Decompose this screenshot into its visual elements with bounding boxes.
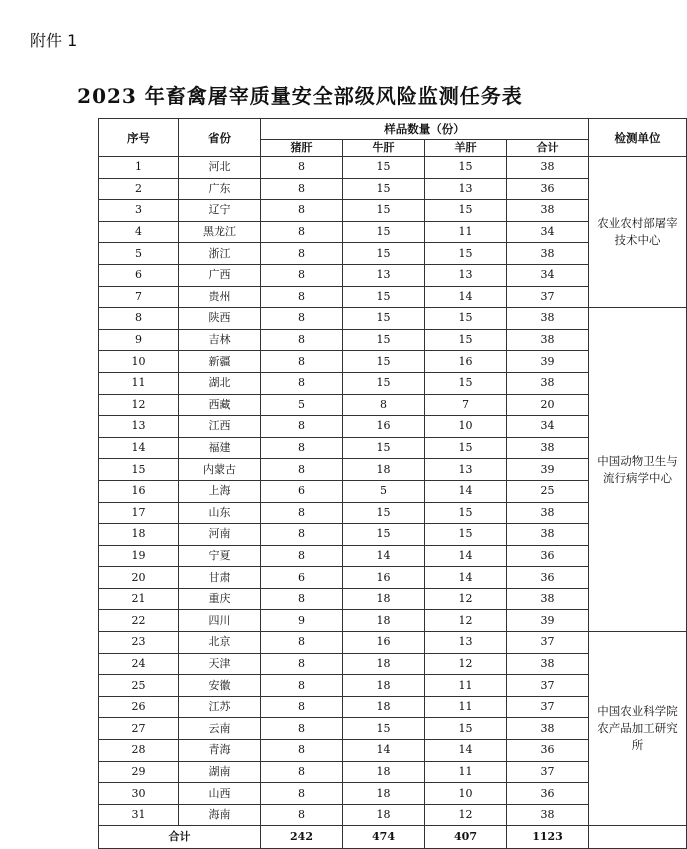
pig-liver-cell: 8: [261, 329, 343, 351]
sheep-liver-cell: 13: [425, 264, 507, 286]
sheep-liver-cell: 15: [425, 329, 507, 351]
monitoring-task-table: [98, 118, 687, 849]
seq-cell: 1: [99, 157, 179, 179]
seq-cell: 20: [99, 567, 179, 589]
attachment-label: 附件 1: [30, 31, 78, 50]
cattle-liver-cell: 15: [343, 329, 425, 351]
cattle-liver-cell: 5: [343, 480, 425, 502]
total-label-cell: 合计: [99, 826, 261, 849]
province-cell: 内蒙古: [179, 459, 261, 481]
sheep-liver-cell: 15: [425, 372, 507, 394]
sheep-liver-cell: 7: [425, 394, 507, 416]
subtotal-cell: 38: [507, 502, 589, 524]
subtotal-cell: 34: [507, 264, 589, 286]
seq-cell: 19: [99, 545, 179, 567]
total-pig-liver: 242: [261, 826, 343, 849]
province-cell: 上海: [179, 480, 261, 502]
seq-cell: 13: [99, 416, 179, 438]
subtotal-cell: 38: [507, 437, 589, 459]
subtotal-cell: 36: [507, 740, 589, 762]
pig-liver-cell: 8: [261, 308, 343, 330]
sheep-liver-cell: 14: [425, 567, 507, 589]
cattle-liver-cell: 15: [343, 502, 425, 524]
pig-liver-cell: 8: [261, 761, 343, 783]
seq-cell: 17: [99, 502, 179, 524]
pig-liver-cell: 8: [261, 200, 343, 222]
province-cell: 江西: [179, 416, 261, 438]
province-cell: 西藏: [179, 394, 261, 416]
seq-cell: 3: [99, 200, 179, 222]
sheep-liver-cell: 13: [425, 459, 507, 481]
seq-cell: 7: [99, 286, 179, 308]
subtotal-cell: 39: [507, 610, 589, 632]
seq-cell: 24: [99, 653, 179, 675]
pig-liver-cell: 8: [261, 675, 343, 697]
sheep-liver-cell: 11: [425, 675, 507, 697]
pig-liver-cell: 8: [261, 286, 343, 308]
seq-cell: 21: [99, 588, 179, 610]
table-row: [99, 157, 687, 179]
sheep-liver-cell: 14: [425, 286, 507, 308]
cattle-liver-cell: 13: [343, 264, 425, 286]
cattle-liver-cell: 15: [343, 157, 425, 179]
table-row: [99, 632, 687, 654]
cattle-liver-cell: 16: [343, 632, 425, 654]
cattle-liver-cell: 18: [343, 696, 425, 718]
cattle-liver-cell: 15: [343, 221, 425, 243]
subtotal-cell: 36: [507, 545, 589, 567]
seq-cell: 4: [99, 221, 179, 243]
sheep-liver-cell: 15: [425, 437, 507, 459]
seq-cell: 10: [99, 351, 179, 373]
pig-liver-cell: 8: [261, 718, 343, 740]
province-cell: 河南: [179, 524, 261, 546]
pig-liver-cell: 8: [261, 264, 343, 286]
province-cell: 辽宁: [179, 200, 261, 222]
province-cell: 黑龙江: [179, 221, 261, 243]
subtotal-cell: 38: [507, 308, 589, 330]
province-cell: 福建: [179, 437, 261, 459]
sheep-liver-cell: 13: [425, 178, 507, 200]
cattle-liver-cell: 15: [343, 243, 425, 265]
pig-liver-cell: 8: [261, 178, 343, 200]
pig-liver-cell: 8: [261, 372, 343, 394]
pig-liver-cell: 8: [261, 545, 343, 567]
grand-total: 1123: [507, 826, 589, 849]
seq-cell: 18: [99, 524, 179, 546]
testing-unit-cell: 农业农村部屠宰技术中心: [589, 157, 687, 308]
cattle-liver-cell: 15: [343, 718, 425, 740]
sheep-liver-cell: 16: [425, 351, 507, 373]
cattle-liver-cell: 16: [343, 567, 425, 589]
cattle-liver-cell: 18: [343, 459, 425, 481]
sheep-liver-cell: 10: [425, 416, 507, 438]
sheep-liver-cell: 14: [425, 480, 507, 502]
subtotal-cell: 34: [507, 416, 589, 438]
subtotal-cell: 38: [507, 200, 589, 222]
subtotal-cell: 36: [507, 567, 589, 589]
subtotal-cell: 37: [507, 286, 589, 308]
pig-liver-cell: 8: [261, 632, 343, 654]
pig-liver-cell: 8: [261, 588, 343, 610]
pig-liver-cell: 8: [261, 459, 343, 481]
sheep-liver-cell: 15: [425, 308, 507, 330]
seq-cell: 16: [99, 480, 179, 502]
subtotal-cell: 39: [507, 459, 589, 481]
subtotal-cell: 36: [507, 178, 589, 200]
pig-liver-cell: 8: [261, 157, 343, 179]
seq-cell: 12: [99, 394, 179, 416]
sheep-liver-cell: 15: [425, 243, 507, 265]
pig-liver-cell: 8: [261, 653, 343, 675]
subtotal-cell: 37: [507, 632, 589, 654]
seq-cell: 9: [99, 329, 179, 351]
header-sample-qty: 样品数量（份）: [261, 119, 589, 140]
cattle-liver-cell: 15: [343, 286, 425, 308]
province-cell: 山西: [179, 783, 261, 805]
province-cell: 安徽: [179, 675, 261, 697]
province-cell: 陕西: [179, 308, 261, 330]
sheep-liver-cell: 15: [425, 718, 507, 740]
seq-cell: 28: [99, 740, 179, 762]
pig-liver-cell: 8: [261, 804, 343, 826]
sheep-liver-cell: 12: [425, 610, 507, 632]
sheep-liver-cell: 13: [425, 632, 507, 654]
cattle-liver-cell: 18: [343, 675, 425, 697]
pig-liver-cell: 8: [261, 740, 343, 762]
total-unit-empty-cell: [589, 826, 687, 849]
subtotal-cell: 38: [507, 372, 589, 394]
cattle-liver-cell: 18: [343, 653, 425, 675]
cattle-liver-cell: 8: [343, 394, 425, 416]
province-cell: 吉林: [179, 329, 261, 351]
cattle-liver-cell: 15: [343, 351, 425, 373]
province-cell: 云南: [179, 718, 261, 740]
subtotal-cell: 38: [507, 524, 589, 546]
province-cell: 新疆: [179, 351, 261, 373]
seq-cell: 5: [99, 243, 179, 265]
sheep-liver-cell: 11: [425, 761, 507, 783]
seq-cell: 22: [99, 610, 179, 632]
cattle-liver-cell: 15: [343, 437, 425, 459]
sheep-liver-cell: 14: [425, 740, 507, 762]
province-cell: 宁夏: [179, 545, 261, 567]
seq-cell: 23: [99, 632, 179, 654]
seq-cell: 27: [99, 718, 179, 740]
province-cell: 山东: [179, 502, 261, 524]
pig-liver-cell: 8: [261, 696, 343, 718]
total-row: [99, 826, 687, 849]
province-cell: 河北: [179, 157, 261, 179]
sheep-liver-cell: 10: [425, 783, 507, 805]
cattle-liver-cell: 16: [343, 416, 425, 438]
pig-liver-cell: 8: [261, 783, 343, 805]
document-title: 2023 年畜禽屠宰质量安全部级风险监测任务表: [77, 84, 523, 108]
seq-cell: 26: [99, 696, 179, 718]
subtotal-cell: 38: [507, 653, 589, 675]
sheep-liver-cell: 15: [425, 200, 507, 222]
province-cell: 海南: [179, 804, 261, 826]
sheep-liver-cell: 15: [425, 524, 507, 546]
province-cell: 北京: [179, 632, 261, 654]
pig-liver-cell: 9: [261, 610, 343, 632]
testing-unit-cell: 中国动物卫生与流行病学中心: [589, 308, 687, 632]
pig-liver-cell: 8: [261, 524, 343, 546]
province-cell: 湖北: [179, 372, 261, 394]
province-cell: 甘肃: [179, 567, 261, 589]
subtotal-cell: 37: [507, 675, 589, 697]
seq-cell: 6: [99, 264, 179, 286]
cattle-liver-cell: 15: [343, 178, 425, 200]
province-cell: 四川: [179, 610, 261, 632]
total-cattle-liver: 474: [343, 826, 425, 849]
province-cell: 江苏: [179, 696, 261, 718]
province-cell: 广东: [179, 178, 261, 200]
cattle-liver-cell: 15: [343, 372, 425, 394]
seq-cell: 15: [99, 459, 179, 481]
province-cell: 重庆: [179, 588, 261, 610]
header-unit: 检测单位: [589, 119, 687, 157]
pig-liver-cell: 6: [261, 480, 343, 502]
sheep-liver-cell: 14: [425, 545, 507, 567]
sheep-liver-cell: 11: [425, 221, 507, 243]
seq-cell: 25: [99, 675, 179, 697]
province-cell: 浙江: [179, 243, 261, 265]
cattle-liver-cell: 15: [343, 308, 425, 330]
header-cattle-liver: 牛肝: [343, 140, 425, 157]
pig-liver-cell: 8: [261, 351, 343, 373]
seq-cell: 2: [99, 178, 179, 200]
cattle-liver-cell: 18: [343, 804, 425, 826]
province-cell: 湖南: [179, 761, 261, 783]
pig-liver-cell: 5: [261, 394, 343, 416]
subtotal-cell: 38: [507, 329, 589, 351]
province-cell: 天津: [179, 653, 261, 675]
subtotal-cell: 38: [507, 157, 589, 179]
seq-cell: 30: [99, 783, 179, 805]
header-seq: 序号: [99, 119, 179, 157]
sheep-liver-cell: 12: [425, 804, 507, 826]
total-sheep-liver: 407: [425, 826, 507, 849]
cattle-liver-cell: 14: [343, 545, 425, 567]
subtotal-cell: 38: [507, 804, 589, 826]
header-province: 省份: [179, 119, 261, 157]
subtotal-cell: 38: [507, 718, 589, 740]
cattle-liver-cell: 18: [343, 588, 425, 610]
seq-cell: 31: [99, 804, 179, 826]
pig-liver-cell: 8: [261, 502, 343, 524]
cattle-liver-cell: 14: [343, 740, 425, 762]
header-subtotal: 合计: [507, 140, 589, 157]
pig-liver-cell: 8: [261, 437, 343, 459]
province-cell: 贵州: [179, 286, 261, 308]
table-body: [99, 157, 687, 849]
cattle-liver-cell: 18: [343, 761, 425, 783]
header-pig-liver: 猪肝: [261, 140, 343, 157]
cattle-liver-cell: 18: [343, 783, 425, 805]
seq-cell: 8: [99, 308, 179, 330]
header-sheep-liver: 羊肝: [425, 140, 507, 157]
subtotal-cell: 37: [507, 761, 589, 783]
sheep-liver-cell: 15: [425, 502, 507, 524]
province-cell: 青海: [179, 740, 261, 762]
cattle-liver-cell: 18: [343, 610, 425, 632]
sheep-liver-cell: 11: [425, 696, 507, 718]
cattle-liver-cell: 15: [343, 200, 425, 222]
testing-unit-cell: 中国农业科学院农产品加工研究所: [589, 632, 687, 826]
subtotal-cell: 20: [507, 394, 589, 416]
province-cell: 广西: [179, 264, 261, 286]
subtotal-cell: 25: [507, 480, 589, 502]
seq-cell: 11: [99, 372, 179, 394]
cattle-liver-cell: 15: [343, 524, 425, 546]
subtotal-cell: 37: [507, 696, 589, 718]
sheep-liver-cell: 12: [425, 588, 507, 610]
subtotal-cell: 39: [507, 351, 589, 373]
seq-cell: 14: [99, 437, 179, 459]
pig-liver-cell: 6: [261, 567, 343, 589]
subtotal-cell: 36: [507, 783, 589, 805]
seq-cell: 29: [99, 761, 179, 783]
subtotal-cell: 34: [507, 221, 589, 243]
sheep-liver-cell: 12: [425, 653, 507, 675]
pig-liver-cell: 8: [261, 416, 343, 438]
table-row: [99, 308, 687, 330]
subtotal-cell: 38: [507, 588, 589, 610]
pig-liver-cell: 8: [261, 221, 343, 243]
pig-liver-cell: 8: [261, 243, 343, 265]
sheep-liver-cell: 15: [425, 157, 507, 179]
subtotal-cell: 38: [507, 243, 589, 265]
